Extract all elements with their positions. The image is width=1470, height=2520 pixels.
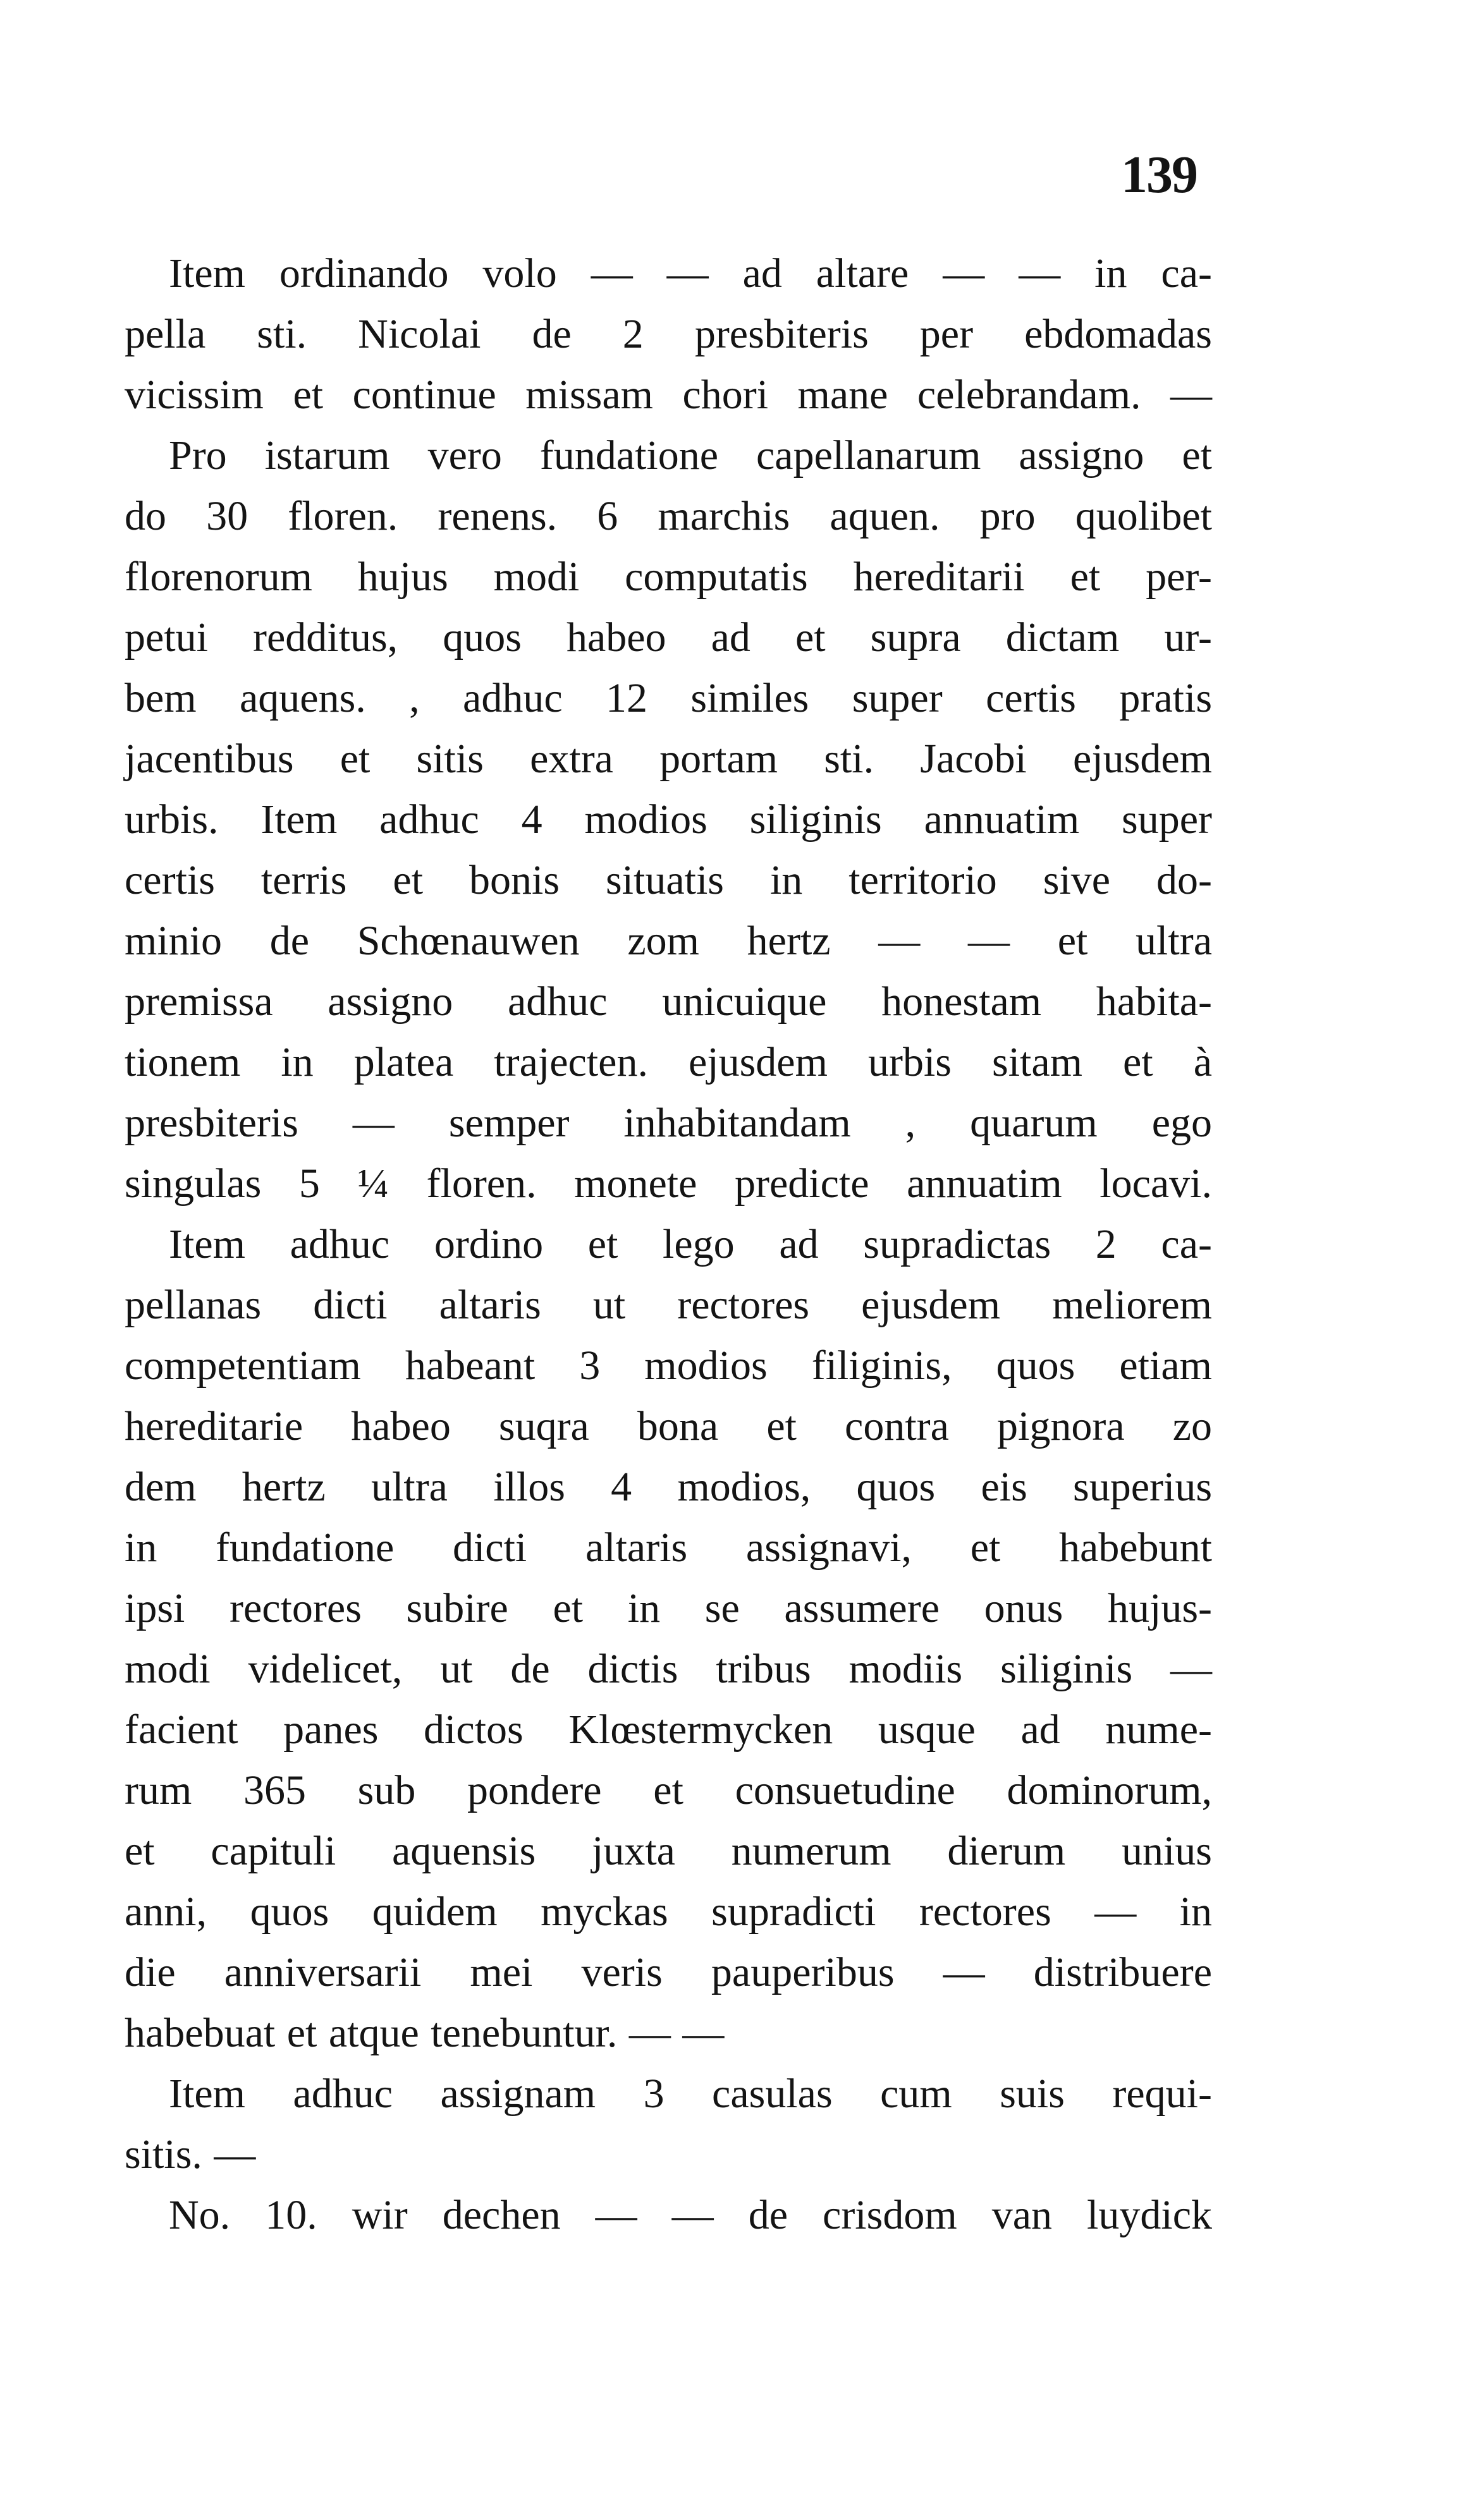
text-line: sitis. — [125, 2131, 256, 2177]
text-line: tionem in platea trajecten. ejusdem urbis sitam et à [125, 1039, 1212, 1085]
text-line: pellanas dicti altaris ut rectores ejusdem meliorem [125, 1282, 1212, 1328]
text-line: Item adhuc ordino et lego ad supradictas 2 ca- [169, 1221, 1212, 1267]
text-line: in fundatione dicti altaris assignavi, et habebunt [125, 1525, 1212, 1571]
text-line: Pro istarum vero fundatione capellanarum assigno et [169, 432, 1212, 478]
text-line: singulas 5 ¼ floren. monete predicte annuatim locavi. [125, 1160, 1212, 1207]
page-number: 139 [1121, 145, 1197, 204]
text-line: bem aquens. , adhuc 12 similes super certis pratis [125, 675, 1212, 721]
text-line: dem hertz ultra illos 4 modios, quos eis superius [125, 1464, 1212, 1510]
text-line: hereditarie habeo suqra bona et contra pignora zo [125, 1403, 1212, 1449]
text-line: do 30 floren. renens. 6 marchis aquen. pro quolibet [125, 493, 1212, 539]
text-line: facient panes dictos Klœstermycken usque ad nume- [125, 1707, 1212, 1753]
text-line: florenorum hujus modi computatis hereditarii et per- [125, 554, 1212, 600]
text-line: vicissim et continue missam chori mane celebrandam. — [125, 372, 1212, 418]
text-line: competentiam habeant 3 modios filiginis, quos etiam [125, 1342, 1212, 1389]
text-line: rum 365 sub pondere et consuetudine dominorum, [125, 1767, 1212, 1813]
text-line: Item ordinando volo — — ad altare — — in ca- [169, 250, 1212, 296]
text-line: minio de Schœnauwen zom hertz — — et ultra [125, 918, 1212, 964]
text-line: et capituli aquensis juxta numerum dierum unius [125, 1828, 1212, 1874]
text-line: habebuat et atque tenebuntur. — — [125, 2010, 725, 2056]
text-line: ipsi rectores subire et in se assumere onus hujus- [125, 1585, 1212, 1631]
text-line: die anniversarii mei veris pauperibus — distribuere [125, 1949, 1212, 1995]
text-line: presbiteris — semper inhabitandam , quarum ego [125, 1100, 1212, 1146]
text-line: modi videlicet, ut de dictis tribus modiis siliginis — [125, 1646, 1212, 1692]
text-line: urbis. Item adhuc 4 modios siliginis annuatim super [125, 796, 1212, 843]
text-line: petui redditus, quos habeo ad et supra dictam ur- [125, 614, 1212, 660]
text-line: No. 10. wir dechen — — de crisdom van luydick [169, 2192, 1212, 2238]
text-line: anni, quos quidem myckas supradicti rectores — in [125, 1889, 1212, 1935]
text-line: certis terris et bonis situatis in territorio sive do- [125, 857, 1212, 903]
text-line: premissa assigno adhuc unicuique honestam habita- [125, 978, 1212, 1025]
text-line: jacentibus et sitis extra portam sti. Jacobi ejusdem [125, 736, 1212, 782]
body-text [125, 243, 1212, 2246]
text-line: Item adhuc assignam 3 casulas cum suis requi- [169, 2071, 1212, 2117]
text-line: pella sti. Nicolai de 2 presbiteris per ebdomadas [125, 311, 1212, 357]
